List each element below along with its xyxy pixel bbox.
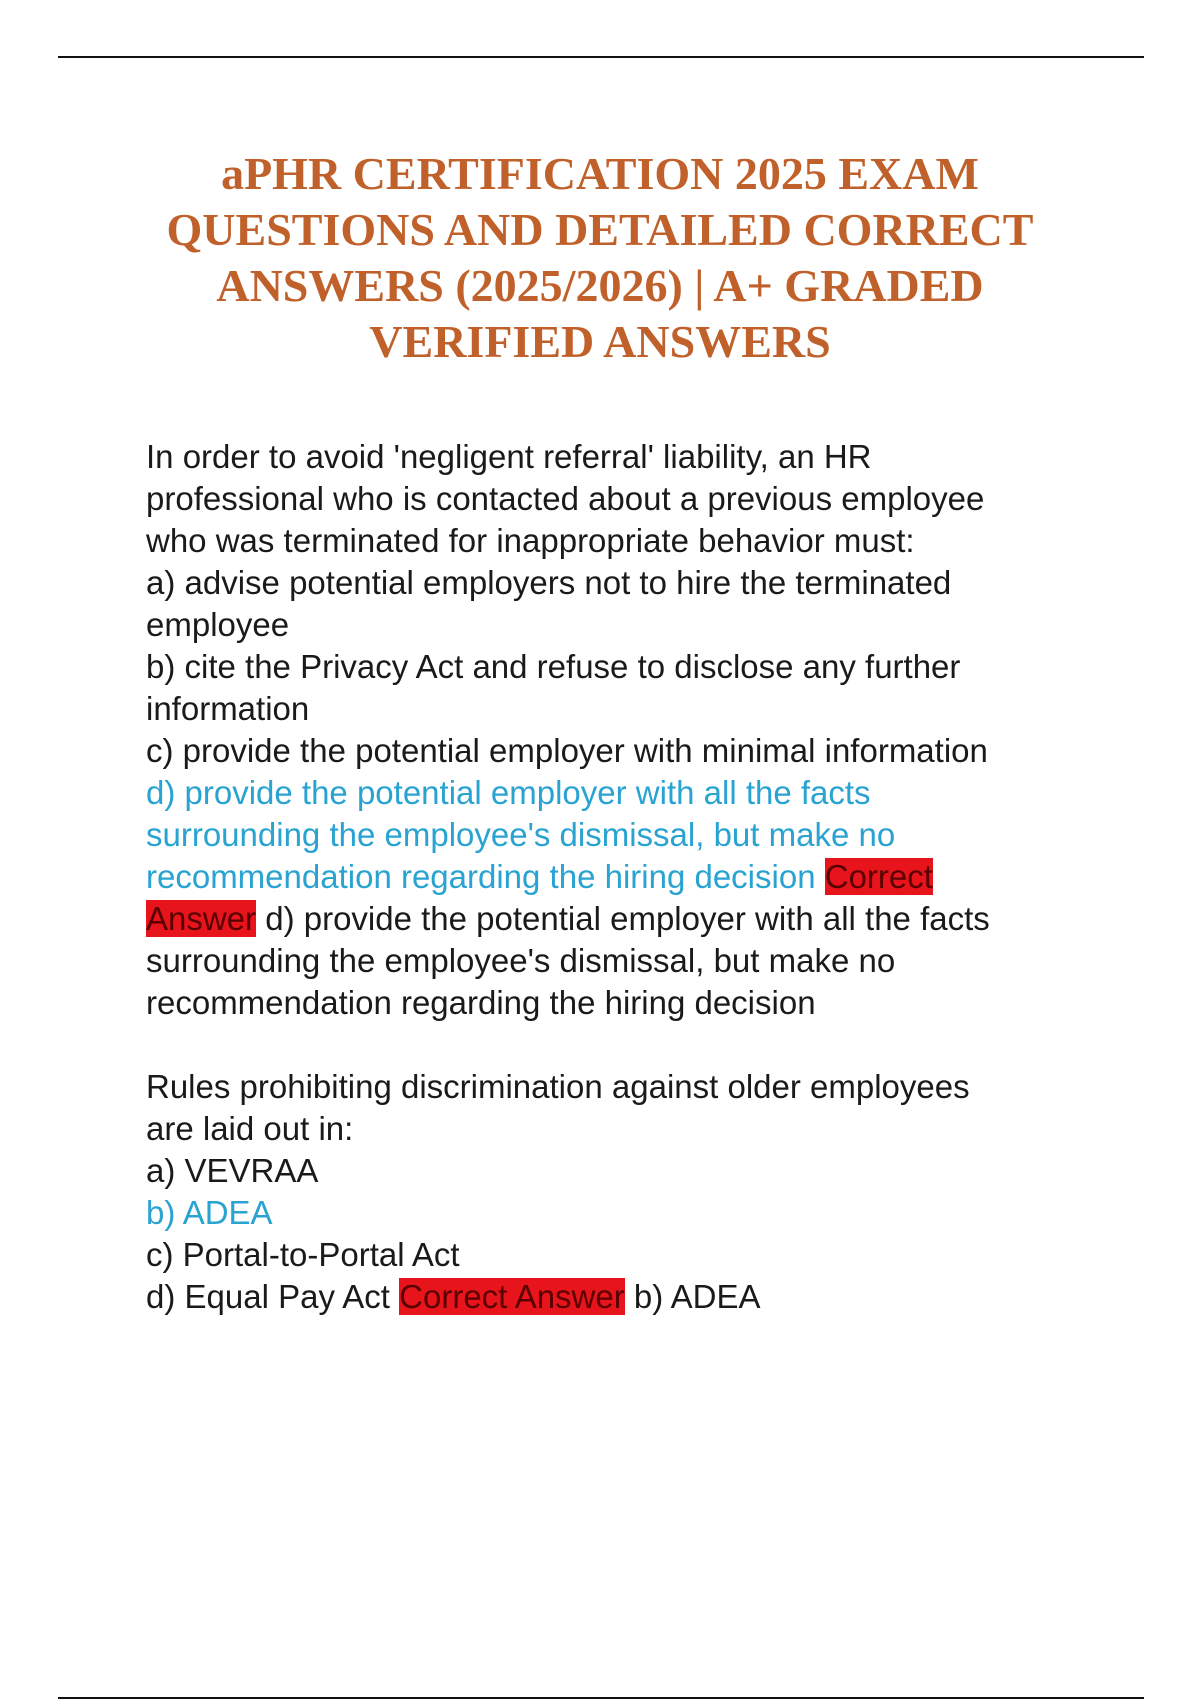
option-a-line: a) advise potential employers not to hire the terminated — [146, 564, 952, 601]
option-a: a) VEVRAA — [146, 1152, 319, 1189]
correct-answer-tag: Answer — [146, 900, 257, 937]
title-line: ANSWERS (2025/2026) | A+ GRADED — [216, 260, 984, 311]
option-c: c) Portal-to-Portal Act — [146, 1236, 460, 1273]
option-a-line: employee — [146, 606, 290, 643]
document-title — [100, 146, 1100, 370]
option-d-line: d) provide the potential employer with all the facts — [146, 774, 871, 811]
option-c: c) provide the potential employer with minimal information — [146, 732, 988, 769]
title-line: VERIFIED ANSWERS — [369, 316, 831, 367]
option-d: d) Equal Pay Act — [146, 1278, 390, 1315]
bottom-rule — [58, 1697, 1144, 1699]
option-b-line: information — [146, 690, 310, 727]
question-stem-line: professional who is contacted about a previous employee — [146, 480, 985, 517]
answer-text: b) ADEA — [633, 1278, 761, 1315]
document-body — [146, 436, 1086, 1318]
title-line: aPHR CERTIFICATION 2025 EXAM — [221, 148, 979, 199]
question-stem-line: who was terminated for inappropriate behavior must: — [146, 522, 915, 559]
correct-answer-tag: Correct — [824, 858, 933, 895]
title-line: QUESTIONS AND DETAILED CORRECT — [166, 204, 1034, 255]
option-d-line: surrounding the employee's dismissal, but make no — [146, 816, 896, 853]
option-d-answer-line — [146, 856, 1086, 898]
answer-text: d) provide the potential employer with all the facts — [265, 900, 990, 937]
question-2 — [146, 1066, 1086, 1318]
question-stem-line: are laid out in: — [146, 1110, 354, 1147]
answer-line — [146, 898, 1086, 940]
option-b: b) ADEA — [146, 1194, 273, 1231]
question-stem-line: In order to avoid 'negligent referral' liability, an HR — [146, 438, 872, 475]
option-b-line: b) cite the Privacy Act and refuse to disclose any further — [146, 648, 961, 685]
option-d-answer-line — [146, 1276, 1086, 1318]
top-rule — [58, 56, 1144, 58]
answer-text: surrounding the employee's dismissal, but make no — [146, 942, 896, 979]
option-d-line: recommendation regarding the hiring decision — [146, 858, 816, 895]
answer-text: recommendation regarding the hiring decision — [146, 984, 816, 1021]
question-stem-line: Rules prohibiting discrimination against older employees — [146, 1068, 970, 1105]
correct-answer-tag: Correct Answer — [399, 1278, 625, 1315]
question-1 — [146, 436, 1086, 1024]
